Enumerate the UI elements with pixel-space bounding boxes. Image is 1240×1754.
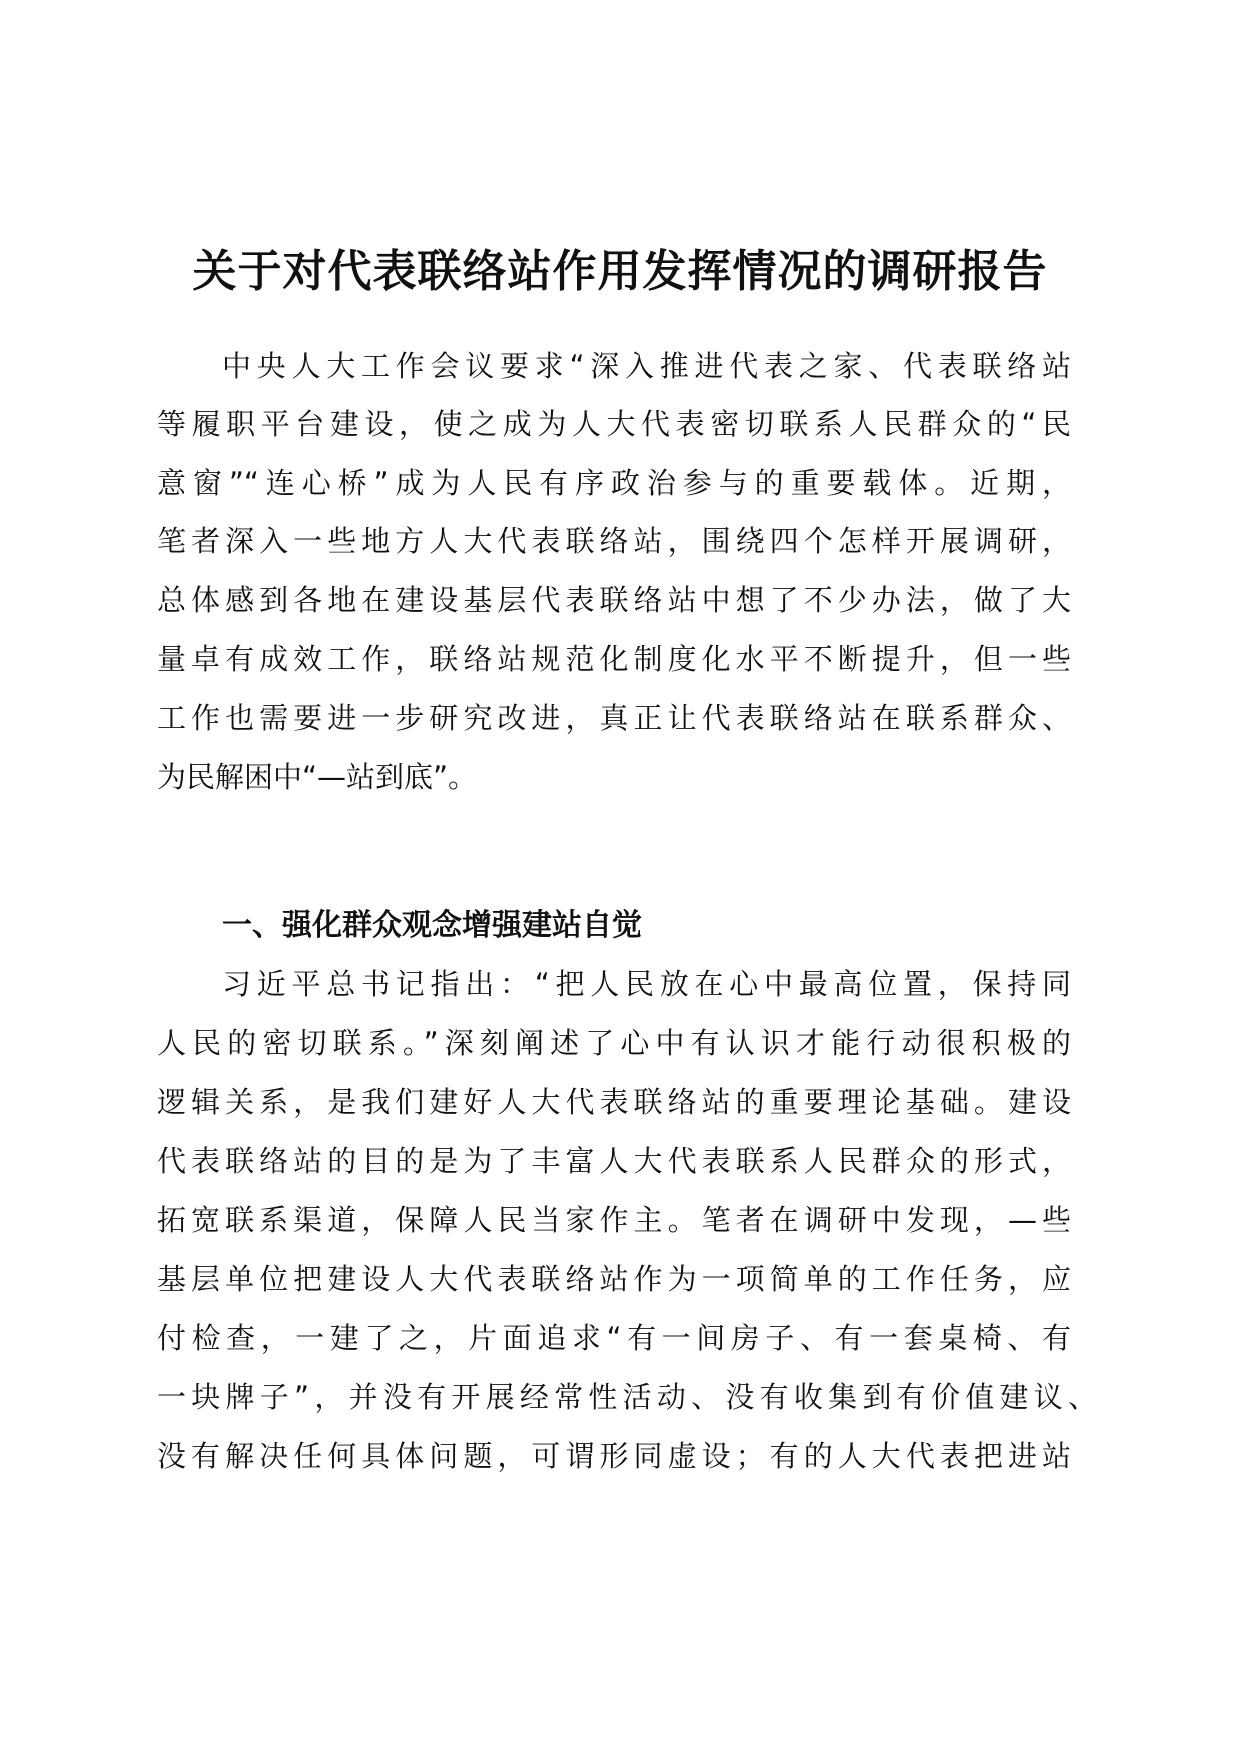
paragraph-line: 为民解困中“—站到底”。 [157, 760, 478, 794]
paragraph-line: 笔者深入一些地方人大代表联络站，围绕四个怎样开展调研， [157, 524, 1071, 558]
paragraph-line: 习近平总书记指出：“把人民放在心中最高位置，保持同 [222, 967, 1071, 1001]
paragraph-line: 一块牌子”，并没有开展经常性活动、没有收集到有价值建议、 [157, 1380, 1097, 1414]
paragraph-line: 中央人大工作会议要求“深入推进代表之家、代表联络站 [222, 349, 1071, 383]
paragraph-line: 等履职平台建设，使之成为人大代表密切联系人民群众的“民 [157, 407, 1071, 441]
paragraph-line: 付检查，一建了之，片面追求“有一间房子、有一套桌椅、有 [157, 1321, 1071, 1355]
paragraph-line: 逻辑关系，是我们建好人大代表联络站的重要理论基础。建设 [157, 1085, 1071, 1119]
paragraph-line: 拓宽联系渠道，保障人民当家作主。笔者在调研中发现，—些 [157, 1203, 1071, 1237]
paragraph-line: 代表联络站的目的是为了丰富人大代表联系人民群众的形式， [157, 1144, 1071, 1178]
section-heading: 一、强化群众观念增强建站自觉 [222, 908, 642, 943]
document-title: 关于对代表联络站作用发挥情况的调研报告 [192, 246, 1048, 297]
paragraph-line: 基层单位把建设人大代表联络站作为一项简单的工作任务，应 [157, 1262, 1071, 1296]
paragraph-line: 量卓有成效工作，联络站规范化制度化水平不断提升，但一些 [157, 642, 1071, 676]
paragraph-line: 意窗”“连心桥”成为人民有序政治参与的重要载体。近期， [157, 466, 1071, 500]
paragraph-line: 总体感到各地在建设基层代表联络站中想了不少办法，做了大 [157, 583, 1071, 617]
paragraph-line: 人民的密切联系。”深刻阐述了心中有认识才能行动很积极的 [157, 1026, 1071, 1060]
paragraph-line: 没有解决任何具体问题，可谓形同虚设；有的人大代表把进站 [157, 1439, 1071, 1473]
paragraph-line: 工作也需要进一步研究改进，真正让代表联络站在联系群众、 [157, 701, 1071, 735]
